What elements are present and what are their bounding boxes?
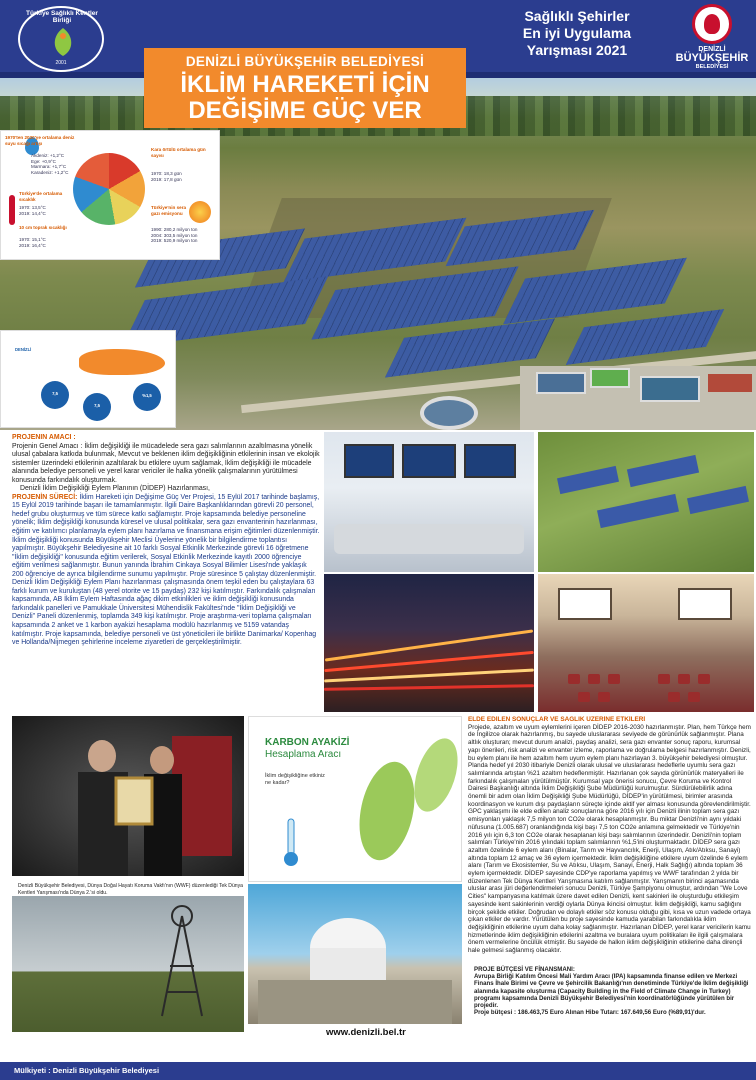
globe-icon <box>73 153 145 225</box>
budget-heading: PROJE BÜTÇESİ VE FİNANSMANI: <box>474 966 575 973</box>
aim-heading: PROJENİN AMACI : <box>12 434 76 441</box>
healthy-cities-logo <box>18 6 104 72</box>
total-emission-value: 7,5 <box>94 403 100 408</box>
ghg-values: 1990: 280,2 milyon ton 2004: 303,5 milyon ton 2019: 520,9 milyon ton <box>151 227 198 244</box>
soil-temp-values: 1970: 15,1°C 2019: 16,4°C <box>19 237 46 248</box>
aim-body2: Denizli İklim Değişikliği Eylem Planının (DİDEP) Hazırlanması, <box>20 485 210 493</box>
award-caption: Denizli Büyükşehir Belediyesi, Dünya Doğal Hayatı Koruma Vakfı'nın (WWF) düzenlediği Tek Dünya Kentleri Yarışması'nda Dünya 2.'si oldu. <box>18 883 244 896</box>
thermometer-icon <box>279 817 303 867</box>
right-logo-line2: BÜYÜKŞEHİR <box>675 52 749 64</box>
budget-body: Avrupa Birliği Katılım Öncesi Mali Yardım Aracı (IPA) kapsamında finanse edilen ve Merkezi Finans İhale Birimi ve Çevre ve Şehircilik Bakanlığı'nın denetiminde Türkiye'de İklim değişikliği alanında kapasite oluşturma (Capacity Building in the Field of Climate Change in Turkey) programı kapsamında Denizli Büyükşehir Belediyesi'nin koordinatörlüğünde yürütülen bir projedir. <box>474 973 749 1010</box>
thermometer-icon <box>9 195 15 225</box>
left-logo-year: 2001 <box>55 60 67 66</box>
climate-infographic <box>0 130 220 260</box>
denizli-municipality-logo <box>672 4 752 72</box>
project-description <box>12 434 320 712</box>
contest-line1: Sağlıklı Şehirler <box>524 8 630 24</box>
contest-title <box>492 8 662 59</box>
snow-days-values: 1970: 18,3 gün 2019: 17,8 gün <box>151 171 182 182</box>
project-title-line2: DEĞİŞİME GÜÇ VER <box>188 97 422 124</box>
footprint-left-icon <box>351 757 423 866</box>
right-logo-line1: DENİZLİ <box>698 46 726 53</box>
footprint-title: KARBON AYAKİZİ <box>265 737 350 748</box>
control-room-photo <box>324 432 534 572</box>
sea-temp-values: Akdeniz: +1,2°C Ege: +0,9°C Marmara: +1,7°C Karadeniz: +1,2°C <box>31 153 69 175</box>
turkey-temp-label: Türkiye'de ortalama sıcaklık <box>19 191 63 202</box>
carbon-footprint-graphic <box>248 716 462 882</box>
footer-bar <box>0 1062 756 1080</box>
right-logo-line3: BELEDİYESİ <box>695 64 729 70</box>
rooster-emblem-icon <box>692 4 732 44</box>
budget-amounts: Proje bütçesi : 186.463,75 Euro Alınan Hibe Tutarı: 167.649,56 Euro (%89,91)'dur. <box>474 1009 706 1017</box>
process-body: İklim Hareketi için Değişime Güç Ver Projesi, 15 Eylül 2017 tarihinde başlamış, 15 Eylül 2019 tarihinde başarı ile tamamlanmıştır. İlgili Daire Başkanlıklarından görevli 20 personel, hedef grubu oluşturmuş ve tüm sürece katkı sağlamıştır. Proje kapsamında belediye personeline yönelik; İklim değişikliği konusunda küresel ve ulusal politikalar, sera gazı envanterinin hazırlanması, eğitim ve katılımcı planlamayla eylem planı hazırlama ve finansmana erişim eğitimleri düzenlenmiştir. İklim değişikliği konusunda Büyükşehir Meclisi Üyelerine yönelik bir bilgilendirme toplantısı yapılmıştır. Büyükşehir Belediyesine ait 10 farklı Sosyal Etkinlik Merkezinde görevli 16 öğretmene "İklim değişikliği" konusunda eğitim verilerek, Sosyal Etkinlik Merkezinde kayıtlı 2000 öğrenciye eğitim verilmesi sağlanmıştır. Bunun yanında İbrahim Cinkaya Sosyal Bilimler Lisesi'nde yaklaşık 200 öğrenciye de ayrıca bilgilendirme sunumu yapılmıştır. Proje süresince 5 çalıştay düzenlenmiştir. Denizli İklim Değişikliği Eylem Planı hazırlanması çalışmasında önem teşkil eden bu çalıştaylara 63 farklı kurum ve kuruluştan (48 yerel otorite ve 15 paydaş) 232 kişi katılmıştır. Farkındalık çalışmaları kapsamında, AB İklim Eylem Haftasında ağaç dikim etkinlikleri ve iklim değişikliği konusunda farkındalık panelleri ve Pamukkale Üniversitesi Mühendislik Fakültesi'nde "İklim Değişikliği ve Denizli" Paneli düzenlenmiş, toplamda 349 kişi katılmıştır. Proje araştırma-veri toplama çalışmaları kapsamında 2 anket ve 1 karbon ayakizi hesaplama modülü hazırlanmış ve 5159 vatandaş katılmıştır. Proje kapsamında, belediye personeli ve üst yöneticileri ile birlikte Danimarka/ Kopenhag ve Hollanda/Nijmegen şehirlerine inceleme ziyaretleri de gerçekleştirilmiştir. <box>12 493 320 647</box>
organization-name: DENİZLİ BÜYÜKŞEHİR BELEDİYESİ <box>185 54 425 69</box>
process-section <box>12 494 320 648</box>
per-capita-value: 7,5 <box>52 391 58 396</box>
website-url[interactable]: www.denizli.bel.tr <box>326 1027 406 1038</box>
dome-scene <box>248 884 462 1024</box>
contest-line3: Yarışması 2021 <box>526 42 628 58</box>
turkey-map-icon <box>79 349 165 375</box>
share-value: %1,5 <box>142 393 152 398</box>
sea-temp-label: 1970'ten 2020'ye ortalama deniz suyu sıcağı artışı <box>5 135 75 146</box>
sun-icon <box>189 201 211 223</box>
aim-body: Projenin Genel Amacı : İklim değişikliği ile mücadelede sera gazı salımlarının azaltılmasına yönelik ulusal çabalara katkıda bulunmak, Mevcut ve beklenen iklim değişikliğinin etkilerinin insan ve ekolojik sistemler üzerindeki etkilerinin azaltılarak bu etkilere uyum sağlamak, İklim değişikliği ile mücadele alanında belediye personeli ve yerel karar vericiler ile halka yönelik çalışmalarının yürütülmesi konusunda farkındalık oluşturmak. <box>12 442 320 484</box>
biogas-dome-photo <box>248 884 462 1024</box>
ghg-label: Türkiye'nin sera gazı emisyonu <box>151 205 187 216</box>
conference-hall-photo <box>538 574 754 712</box>
windmill-photo <box>12 896 244 1032</box>
process-heading: PROJENİN SÜRECİ: <box>12 493 78 501</box>
award-ceremony-photo <box>12 716 244 876</box>
budget-section <box>474 966 752 1016</box>
results-section <box>468 716 752 966</box>
snow-days-label: Kara örtülü ortalama gün sayısı <box>151 147 206 158</box>
contest-line2: En iyi Uygulama <box>522 25 632 41</box>
results-body: Projede, azaltım ve uyum eylemlerini içeren DİDEP 2016-2030 hazırlanmıştır. Plan, hem Türkçe hem de İngilizce olarak hazırlanmış, bu sayede uluslararası seviyede de görünürlük sağlanmıştır. Plana altlık oluşturan; mevcut durum analizi, paydaş analizi, sera gazı envanter sonuç raporu, kurumsal yapı önerileri, risk analizi ve envanter izleme, raporlama ve doğrulama belgesi hazırlanmıştır. Denizli, bu eylem planı ile hem azaltım hem uyum eylem planı hazırlayan 3. büyükşehir belediyesi olmuştur. Planda hedef yıl 2030 itibariyle Denizli olarak ulusal ve uluslararası hedeflerle uyumlu sera gazı salımlarında artıştan %21 azaltım hedeflenmiştir. Hazırlanan çok sayıda görünürlük materyalleri ile farkındalık çalışmaları yürütülmüştür. Kurumsal yapı önerisi sonucu, Çevre Koruma ve Kontrol Dairesi Başkanlığı altında İklim Değişikliği Şube Müdürlüğü kurulmuştur. Sürdürülebilirlik adına önemli bir adım olan İklim Değişikliği Şube Müdürlüğü, DİDEP'in yürütülmesi, birimler arasında koordinasyon ve kurum dışı paydaşların süreçte içinde aktif yer alması konusunda görevlendirilmiştir. GPC yaklaşımı ile elde edilen analiz sonuçlarına göre 2016 yılı için Denizli ilinin toplam sera gazı emisyonları yaklaşık 7,5 milyon ton CO2e olarak hesaplanmıştır. Bu miktar Denizli'nin aynı yıldaki nüfusuna (1.005.687) oranlandığında kişi başı 7,5 ton CO2e anlamına gelmektedir ve Türkiye'nin 2016 yılı için 6,3 ton CO2e olarak hesaplanan kişi başı salımlarının üzerindedir. Denizli'nin toplam salımları Türkiye'nin 2016 yılındaki toplam salımlarının %1,5'ini oluşturmaktadır. DİDEP sera gazı azaltım özelinde 6 eylem alanı (Binalar, Tarım ve Hayvancılık, Enerji, Ulaşım, Atık/Atıksu, Sanayi) altında toplam 12 amaç ve 36 eylem içermektedir. İklim değişikliğine etkilere uyum özelinde 6 eylem alanı (Tarım ve Ekosistemler, Su ve Atıksu, Ulaşım, Sanayi, Enerji, Halk Sağlığı) altında toplam 36 eylem içermektedir. DİDEP sayesinde CDP'ye raporlama yapılmış ve WWF tarafından 2 yılda bir düzenlenen Tek Dünya Kentleri Yarışmasına katılım sağlanmıştır. Yarışmanın birinci aşamasında uluslar arası jüri değerlendirmeleri sonucu Denizli, Türkiye Şampiyonu olmuştur, ardından "We Love Cities" kampanyasına katılmak üzere davet edilen Denizli, kent sakinleri ile oluşturduğu etkileşim sayesinde kent sakinlerinin verdiği oylarla Dünya ikincisi olmuştur. İklim değişikliği, kamu sağlığını birçok şekilde etkiler. Doğrudan ve dolaylı etkiler söz konusu olduğu gibi, kısa ve uzun vadede ortaya çıkan etkiler de vardır. Yürütülen bu proje sayesinde kamuda yarabilan farkındalıkla iklim değişikliğinin etkilerine uyum daha kolay sağlanmıştır. Hazırlanan DİDEP, yerel karar vericilerin kamu hizmetlerinde iklim değişikliğinin etkilerini azaltma ve buralara uyum politikaları ile ilgili çalışmalara önem vermelerine öncülük etmiştir. Bu sayede de halkın iklim değişikliğinin etkilerine daha dirençli hale gelmesi sağlanmış olacaktır. <box>468 723 751 955</box>
night-traffic-photo <box>324 574 534 712</box>
turkey-temp-values: 1970: 13,5°C 2019: 14,4°C <box>19 205 46 216</box>
footprint-question: İklim değişikliğine etkiniz ne kadar? <box>265 773 325 786</box>
award-scene <box>12 716 244 876</box>
footer-owner-text: Mülkiyeti : Denizli Büyükşehir Belediyesi <box>14 1066 160 1075</box>
footprint-right-icon <box>406 733 462 817</box>
solar-field-aerial-photo <box>538 432 754 572</box>
stats-label: DENİZLİ <box>15 347 32 352</box>
project-title-box <box>144 48 466 128</box>
left-logo-text: Türkiye Sağlıklı Kentler Birliği <box>26 10 98 24</box>
windmill-scene <box>12 896 244 1032</box>
project-title-line1: İKLİM HAREKETİ İÇİN <box>180 71 430 98</box>
denizli-emissions-infographic <box>0 330 176 428</box>
results-heading: ELDE EDİLEN SONUÇLAR VE SAĞLIK ÜZERİNE ETKİLERİ <box>468 716 646 723</box>
soil-temp-label: 10 cm toprak sıcaklığı <box>19 225 67 230</box>
leaf-icon <box>50 26 76 58</box>
footprint-subtitle: Hesaplama Aracı <box>265 749 342 760</box>
